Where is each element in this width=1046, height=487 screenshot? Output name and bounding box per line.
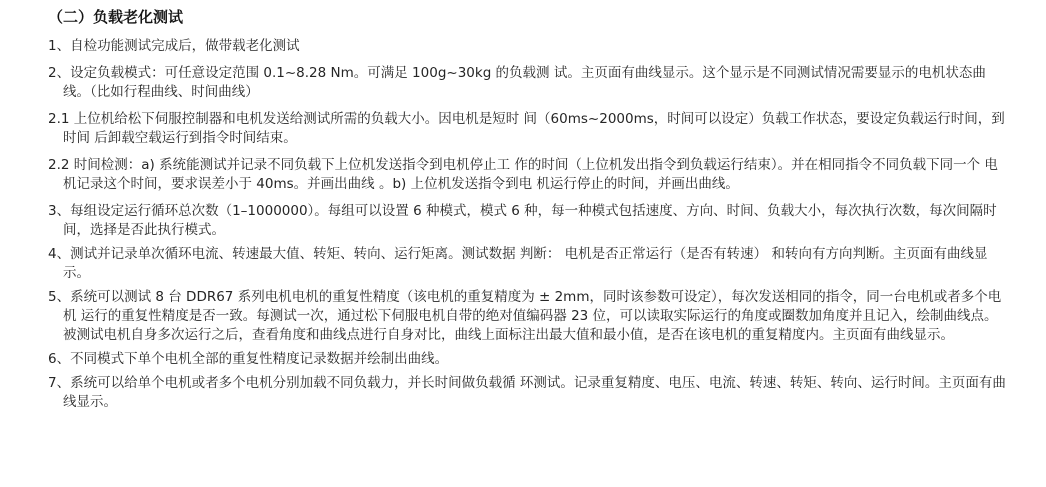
list-item-2-1: 2.1 上位机给松下伺服控制器和电机发送给测试所需的负载大小。因电机是短时 间（60ms~2000ms，时间可以设定）负载工作状态，要设定负载运行时间，到时间 后卸载空载运行到指令时间结束。 bbox=[48, 111, 1005, 146]
section-heading: （二）负载老化测试 bbox=[48, 8, 184, 26]
list-item-4: 4、测试并记录单次循环电流、转速最大值、转矩、转向、运行矩离。测试数据 判断： 电机是否正常运行（是否有转速） 和转向有方向判断。主页面有曲线显示。 bbox=[48, 246, 988, 281]
list-item-2-2: 2.2 时间检测：a) 系统能测试并记录不同负载下上位机发送指令到电机停止工 作的时间（上位机发出指令到负载运行结束）。并在相同指令不同负载下同一个 电机记录这个时间，要求误差小于 40ms。并画出曲线 。b) 上位机发送指令到电 机运行停止的时间，并画出曲线。 bbox=[48, 157, 998, 192]
list-item-5: 5、系统可以测试 8 台 DDR67 系列电机电机的重复性精度（该电机的重复精度为 ± 2mm，同时该参数可设定），每次发送相同的指令，同一台电机或者多个电机 运行的重复性精度是否一致。每测试一次，通过松下伺服电机自带的绝对值编码器 23 位，可以读取实际运行的角度或圈数加角度并且记入，绘制曲线点。被测试电机自身多次运行之后，查看角度和曲线点进行自身对比，曲线上面标注出最大值和最小值，是否在该电机的重复精度内。主页面有曲线显示。 bbox=[48, 289, 1002, 343]
list-item-6: 6、不同模式下单个电机全部的重复性精度记录数据并绘制出曲线。 bbox=[48, 351, 449, 367]
list-item-1: 1、自检功能测试完成后，做带载老化测试 bbox=[48, 38, 300, 54]
list-item-3: 3、每组设定运行循环总次数（1–1000000）。每组可以设置 6 种模式，模式 6 种，每一种模式包括速度、方向、时间、负载大小，每次执行次数，每次间隔时间，选择是否此执行模式。 bbox=[48, 203, 997, 238]
list-item-7: 7、系统可以给单个电机或者多个电机分别加载不同负载力，并长时间做负载循 环测试。记录重复精度、电压、电流、转速、转矩、转向、运行时间。主页面有曲线显示。 bbox=[48, 375, 1006, 410]
list-item-2: 2、设定负载模式：可任意设定范围 0.1~8.28 Nm。可满足 100g~30kg 的负载测 试。主页面有曲线显示。这个显示是不同测试情况需要显示的电机状态曲线。（比如行程曲线、时间曲线） bbox=[48, 65, 986, 100]
document-body bbox=[48, 6, 1008, 412]
